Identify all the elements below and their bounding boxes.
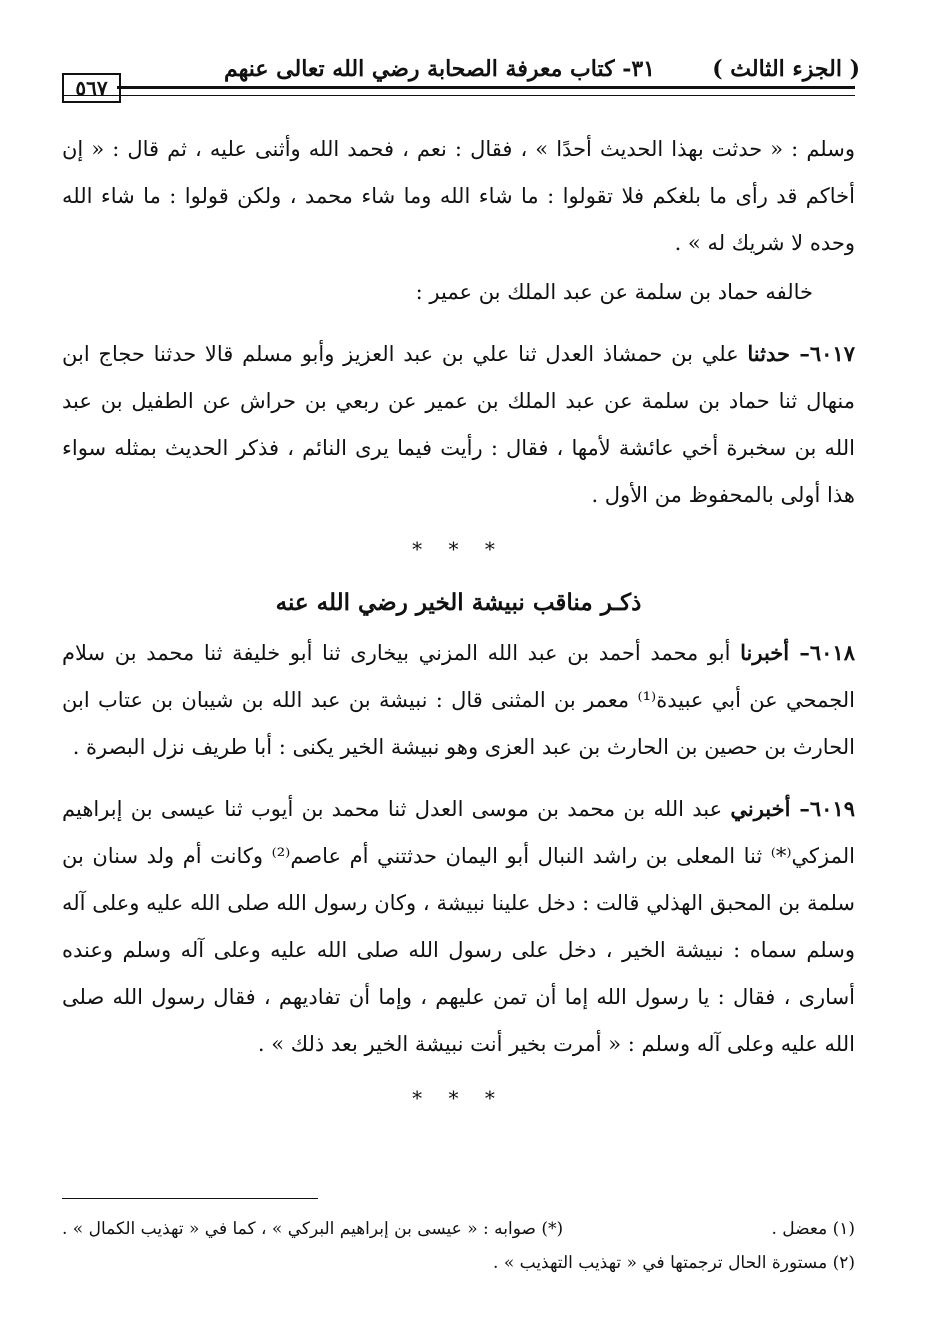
hadith-text: أبو محمد أحمد بن عبد الله المزني بيخارى ثنا أبو خليفة ثنا محمد بن سلام الجمحي عن أبي عبيدة⁽¹⁾ معمر بن المثنى قال : نبيشة بن عبد الله بن شيبان بن عتاب ابن الحارث بن حصين بن الحارث بن عبد العزى وهو نبيشة الخير يكنى : أبا طريف نزل البصرة . <box>62 641 855 759</box>
hadith-dash: – <box>790 341 810 366</box>
paragraph-note: خالفه حماد بن سلمة عن عبد الملك بن عمير : <box>415 280 813 304</box>
hadith-dash: – <box>789 640 810 665</box>
footnotes <box>62 1212 855 1280</box>
separator-stars: * * * <box>412 1086 505 1110</box>
footnote-row-2 <box>62 1246 855 1280</box>
chapter-title: ٣١- كتاب معرفة الصحابة رضي الله تعالى عنهم <box>223 56 655 82</box>
running-header <box>55 50 860 90</box>
hadith-keyword: حدثنا <box>747 341 790 366</box>
footnote-1: (١) معضل . <box>771 1219 855 1239</box>
hadith-text: عبد الله بن محمد بن موسى العدل ثنا محمد بن أيوب ثنا عيسى بن إبراهيم المزكي⁽*⁾ ثنا المعلى بن راشد النبال أبو اليمان حدثتني أم عاصم⁽²⁾ وكانت أم ولد سنان بن سلمة بن المحبق الهذلي قالت : دخل علينا نبيشة ، وكان رسول الله صلى الله عليه وعلى آله وسلم سماه : نبيشة الخير ، دخل على رسول الله صلى الله عليه وعلى آله وسلم وعنده أسارى ، فقال : يا رسول الله إما أن تمن عليهم ، وإما أن تفاديهم ، فقال رسول الله صلى الله عليه وعلى آله وسلم : « أمرت بخير أنت نبيشة الخير بعد ذلك » . <box>62 797 855 1056</box>
hadith-number: ٦٠١٨ <box>809 640 855 665</box>
separator-stars: * * * <box>412 537 505 561</box>
page-number: ٥٦٧ <box>62 73 121 103</box>
hadith-6017 <box>62 330 855 519</box>
footnote-2: (٢) مستورة الحال ترجمتها في « تهذيب التهذيب » . <box>493 1253 855 1273</box>
hadith-keyword: أخبرنا <box>740 640 790 665</box>
hadith-keyword: أخبرني <box>730 796 791 821</box>
volume-label: ( الجزء الثالث ) <box>712 56 860 82</box>
header-rule-thin <box>62 95 855 96</box>
hadith-6018 <box>62 629 855 771</box>
hadith-dash: – <box>790 796 810 821</box>
hadith-number: ٦٠١٩ <box>809 796 855 821</box>
footnote-row-1 <box>62 1212 855 1246</box>
main-text <box>62 126 855 1126</box>
footnote-rule <box>62 1198 318 1199</box>
header-rule-thick <box>117 86 855 89</box>
hadith-number: ٦٠١٧ <box>809 341 855 366</box>
section-heading: ذكـر مناقب نبيشة الخير رضي الله عنه <box>275 589 642 616</box>
hadith-text: علي بن حمشاذ العدل ثنا علي بن عبد العزيز وأبو مسلم قالا حدثنا حجاج ابن منهال ثنا حماد بن سلمة عن عبد الملك بن عمير عن ربعي بن حراش عن الطفيل بن عبد الله بن سخبرة أخي عائشة لأمها ، فقال : رأيت فيما يرى النائم ، فذكر الحديث بمثله سواء هذا أولى بالمحفوظ من الأول . <box>62 342 855 507</box>
paragraph-continuation: وسلم : « حدثت بهذا الحديث أحدًا » ، فقال : نعم ، فحمد الله وأثنى عليه ، ثم قال : « إن أخاكم قد رأى ما بلغكم فلا تقولوا : ما شاء الله وما شاء محمد ، ولكن قولوا : ما شاء الله وحده لا شريك له » . <box>62 137 855 255</box>
hadith-6019 <box>62 785 855 1068</box>
footnote-star: (*) صوابه : « عيسى بن إبراهيم البركي » ، كما في « تهذيب الكمال » . <box>62 1219 564 1239</box>
